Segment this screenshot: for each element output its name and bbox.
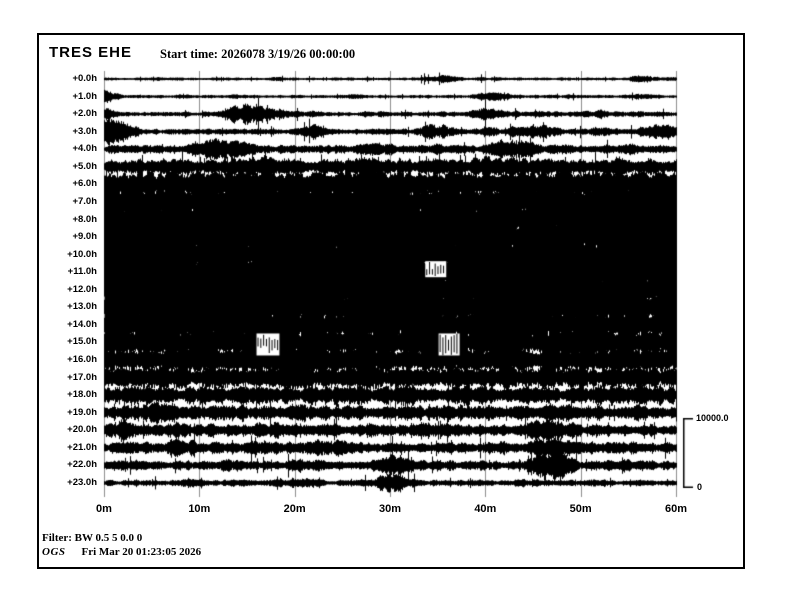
hour-label: +14.0h [67,318,97,330]
hour-label: +23.0h [67,476,97,488]
scale-bar-min-label: 0 [697,482,703,492]
minute-tick-label: 30m [378,503,401,515]
hour-label: +21.0h [67,441,97,453]
agency-label: OGS [42,546,66,558]
hour-label: +12.0h [67,283,97,295]
hour-label: +7.0h [72,195,97,207]
hour-label: +6.0h [72,178,97,190]
hour-label: +20.0h [67,424,97,436]
hour-label: +18.0h [67,389,97,401]
footer-credit-line [42,546,201,558]
scale-bar-max-label: 10000.0 [696,413,729,423]
hour-label: +11.0h [67,266,97,278]
hour-label: +16.0h [67,354,97,366]
station-channel-title: TRES EHE [49,44,133,61]
render-timestamp: Fri Mar 20 01:23:05 2026 [81,546,202,558]
hour-label: +10.0h [67,248,97,260]
hour-label: +2.0h [72,108,97,120]
start-time-label: Start time: 2026078 3/19/26 00:00:00 [160,47,356,61]
hour-label: +17.0h [67,371,97,383]
hour-label: +3.0h [72,125,97,137]
hour-label: +8.0h [72,213,97,225]
minute-tick-label: 0m [96,503,112,515]
minute-tick-label: 20m [283,503,306,515]
hour-label: +19.0h [67,406,97,418]
minute-tick-label: 40m [474,503,497,515]
minute-tick-label: 60m [664,503,687,515]
minute-tick-label: 10m [188,503,211,515]
hour-label: +4.0h [72,143,97,155]
hour-label: +1.0h [72,90,97,102]
hour-label: +15.0h [67,336,97,348]
hour-label: +5.0h [72,160,97,172]
hour-label: +13.0h [67,301,97,313]
hour-label: +22.0h [67,459,97,471]
filter-info-label: Filter: BW 0.5 5 0.0 0 [42,532,143,544]
hour-label: +9.0h [72,231,97,243]
minute-tick-label: 50m [569,503,592,515]
hour-label: +0.0h [72,73,97,84]
